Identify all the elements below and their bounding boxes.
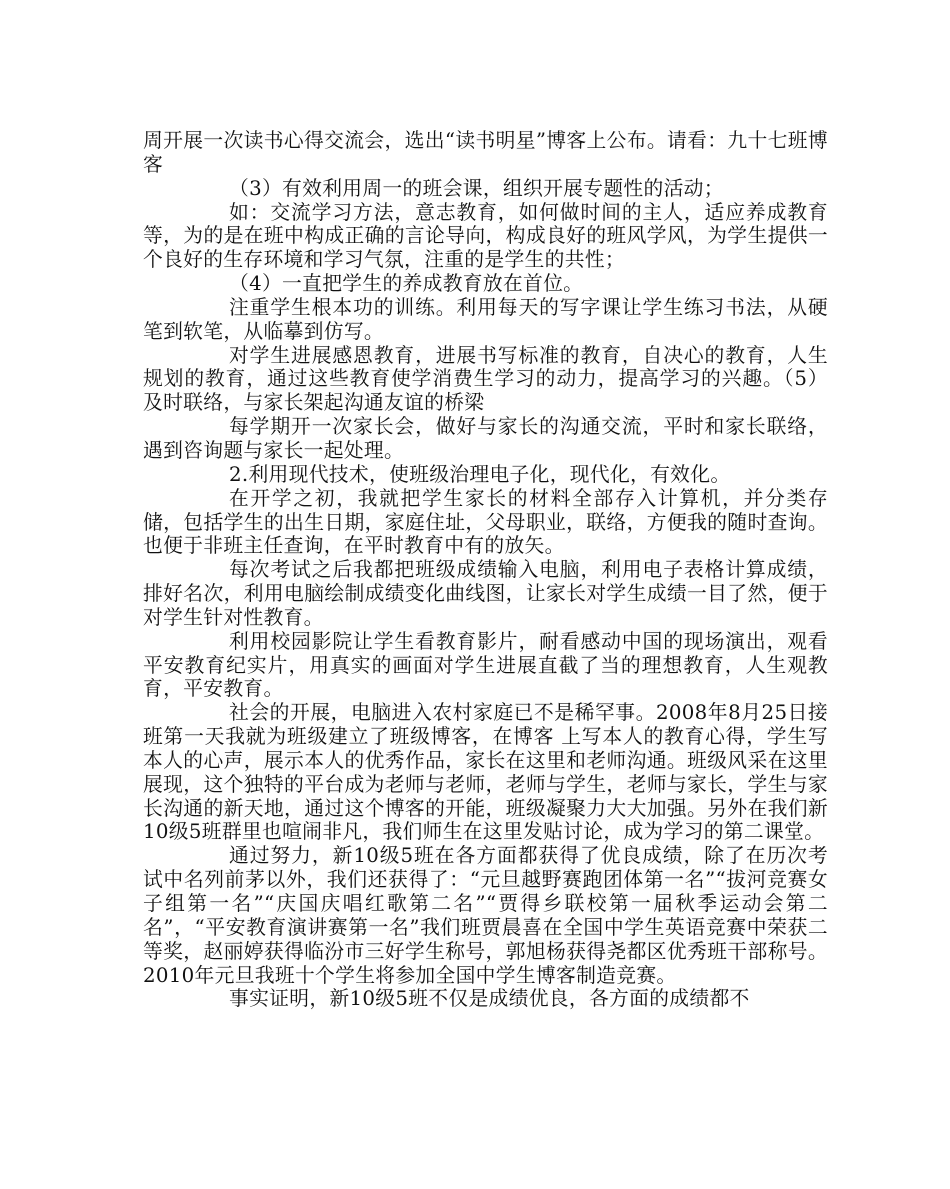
paragraph-9: 在开学之初，我就把学生家长的材料全部存入计算机，并分类存储，包括学生的出生日期，家庭住址，父母职业，联络，方便我的随时查询。也便于非班主任查询，在平时教育中有的放矢。 <box>143 486 828 558</box>
paragraph-3: 如：交流学习方法，意志教育，如何做时间的主人，适应养成教育等，为的是在班中构成正确的言论导向，构成良好的班风学风，为学生提供一个良好的生存环境和学习气氛，注重的是学生的共性； <box>143 200 828 272</box>
paragraph-14: 事实证明，新10级5班不仅是成绩优良，各方面的成绩都不 <box>229 987 750 1011</box>
paragraph-8: 2.利用现代技术，使班级治理电子化，现代化，有效化。 <box>229 462 731 486</box>
paragraph-1: 周开展一次读书心得交流会，选出“读书明星”博客上公布。请看：九十七班博客 <box>143 129 828 176</box>
paragraph-4: （4）一直把学生的养成教育放在首位。 <box>229 272 584 296</box>
paragraph-6: 对学生进展感恩教育，进展书写标准的教育，自决心的教育，人生规划的教育，通过这些教育使学消费生学习的动力，提高学习的兴趣。（5）及时联络，与家长架起沟通友谊的桥梁 <box>143 343 828 415</box>
body-text <box>143 129 828 1011</box>
paragraph-12: 社会的开展，电脑进入农村家庭已不是稀罕事。2008年8月25日接班第一天我就为班级建立了班级博客，在博客 上写本人的教育心得，学生写本人的心声，展示本人的优秀作品，家长在这里和老师沟通。班级风采在这里展现，这个独特的平台成为老师与老师，老师与学生，老师与家长，学生与家长沟通的新天地，通过这个博客的开能，班级凝聚力大大加强。另外在我们新10级5班群里也喧闹非凡，我们师生在这里发贴讨论，成为学习的第二课堂。 <box>143 701 828 844</box>
paragraph-13: 通过努力，新10级5班在各方面都获得了优良成绩，除了在历次考试中名列前茅以外，我们还获得了：“元旦越野赛跑团体第一名”“拔河竞赛女子组第一名”“庆国庆唱红歌第二名”“贾得乡联校第一届秋季运动会第二名”，“平安教育演讲赛第一名”我们班贾晨喜在全国中学生英语竞赛中荣获二等奖，赵丽婷获得临汾市三好学生称号，郭旭杨获得尧都区优秀班干部称号。2010年元旦我班十个学生将参加全国中学生博客制造竞赛。 <box>143 844 828 987</box>
paragraph-7: 每学期开一次家长会，做好与家长的沟通交流，平时和家长联络，遇到咨询题与家长一起处理。 <box>143 415 828 462</box>
paragraph-2: （3）有效利用周一的班会课，组织开展专题性的活动； <box>229 176 724 200</box>
paragraph-10: 每次考试之后我都把班级成绩输入电脑，利用电子表格计算成绩，排好名次，利用电脑绘制成绩变化曲线图，让家长对学生成绩一目了然，便于对学生针对性教育。 <box>143 558 828 629</box>
paragraph-5: 注重学生根本功的训练。利用每天的写字课让学生练习书法，从硬笔到软笔，从临摹到仿写。 <box>143 295 828 343</box>
paragraph-11: 利用校园影院让学生看教育影片，耐看感动中国的现场演出，观看平安教育纪实片，用真实的画面对学生进展直截了当的理想教育，人生观教育，平安教育。 <box>143 629 828 701</box>
